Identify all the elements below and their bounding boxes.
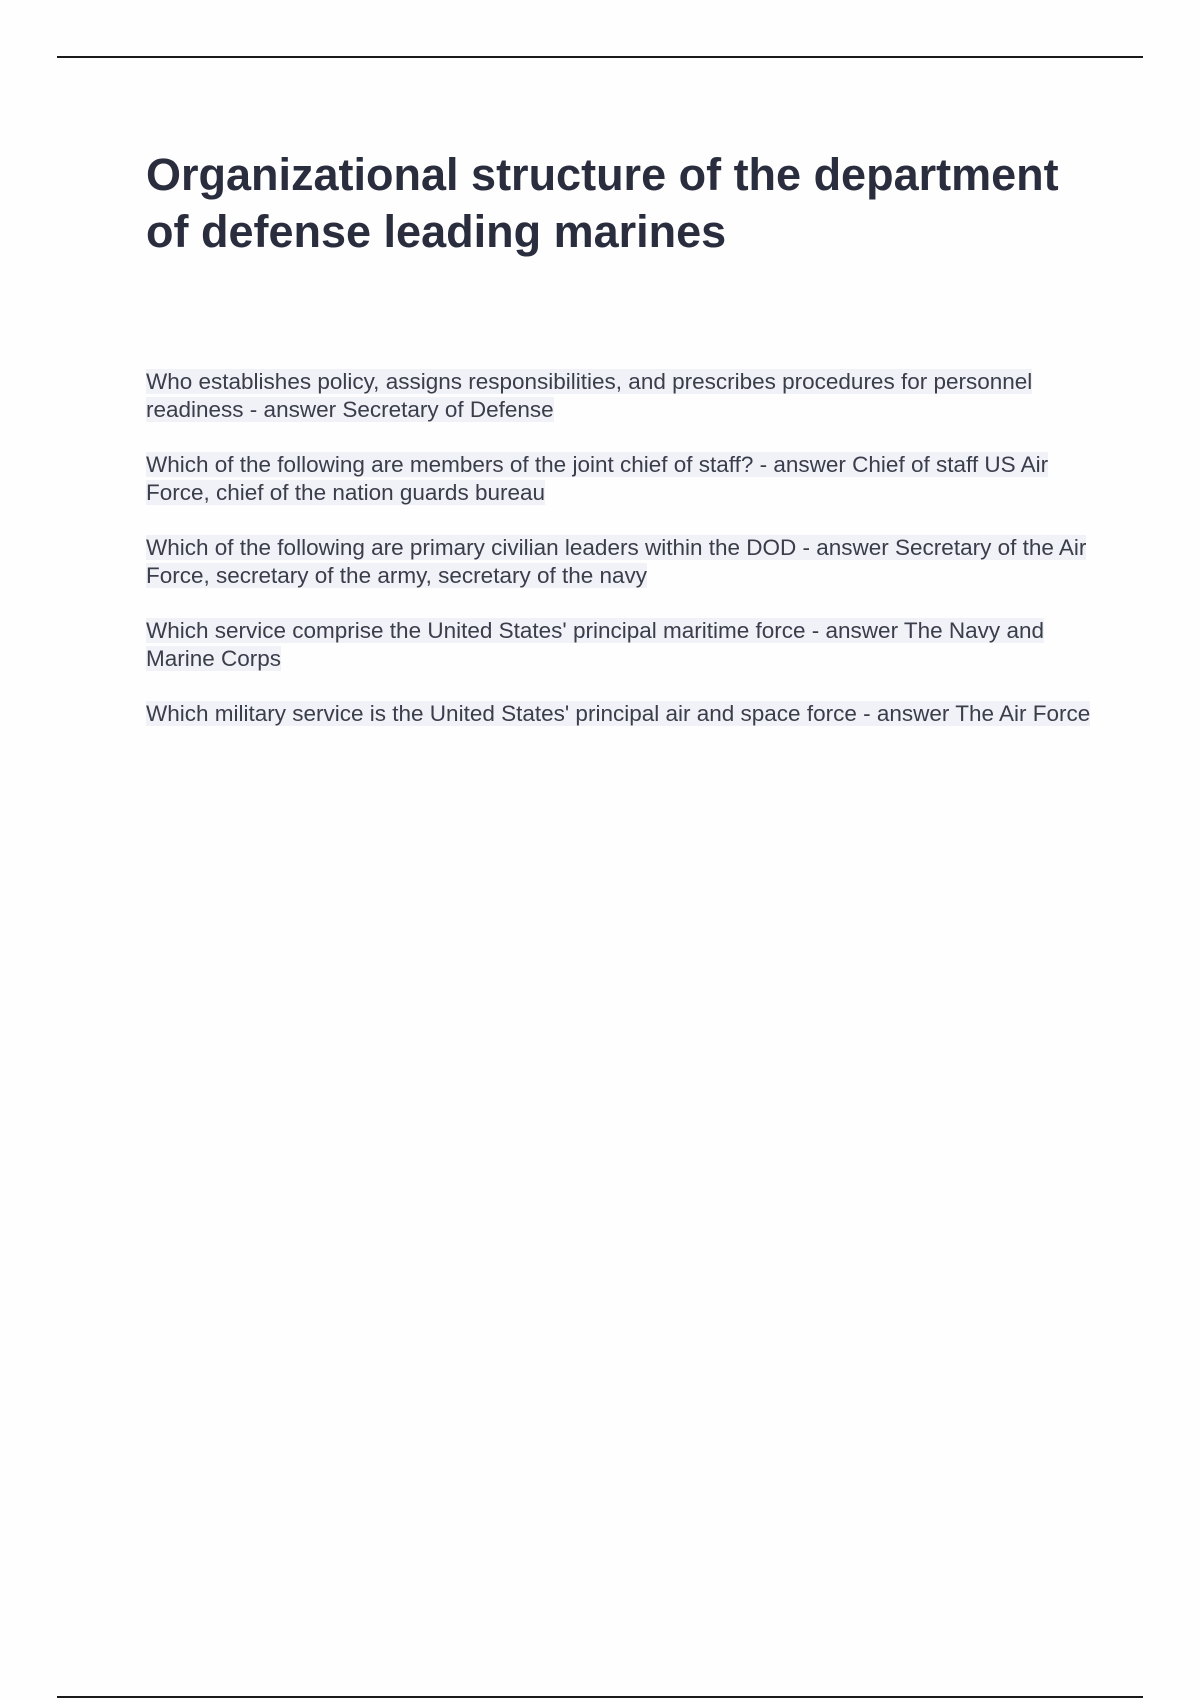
list-item <box>146 617 1091 672</box>
top-rule <box>57 56 1143 58</box>
qa-text: Who establishes policy, assigns responsibilities, and prescribes procedures for personnel readiness - answer Secretary of Defense <box>146 369 1033 422</box>
list-item <box>146 451 1091 506</box>
qa-text: Which of the following are primary civilian leaders within the DOD - answer Secretary of the Air Force, secretary of the army, secretary of the navy <box>146 535 1087 588</box>
qa-list <box>146 368 1091 756</box>
list-item <box>146 700 1091 728</box>
qa-text: Which service comprise the United States' principal maritime force - answer The Navy and Marine Corps <box>146 618 1044 671</box>
list-item <box>146 534 1091 589</box>
qa-text: Which military service is the United States' principal air and space force - answer The Air Force <box>146 701 1091 726</box>
qa-text: Which of the following are members of the joint chief of staff? - answer Chief of staff US Air Force, chief of the nation guards bureau <box>146 452 1049 505</box>
page-title: Organizational structure of the department of defense leading marines <box>146 149 1059 257</box>
bottom-rule <box>57 1696 1143 1698</box>
list-item <box>146 368 1091 423</box>
